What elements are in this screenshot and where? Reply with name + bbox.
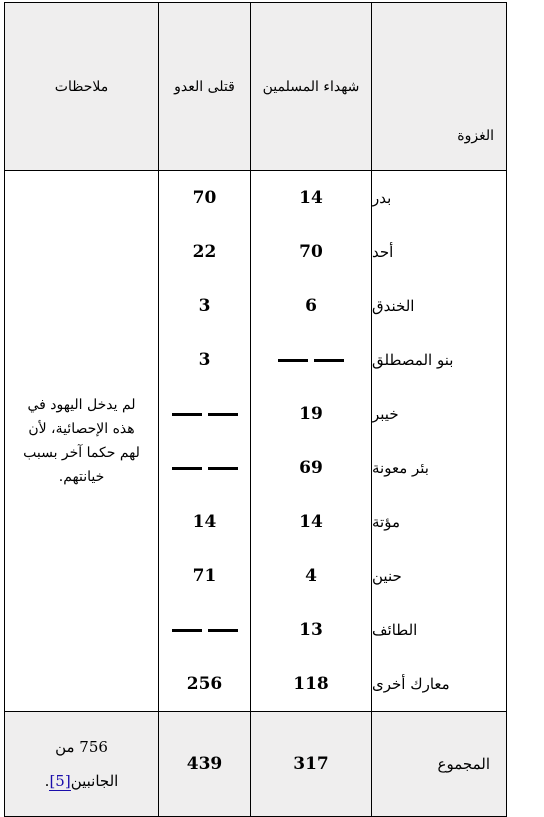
enemy-value <box>159 604 250 656</box>
total-notes-line2 <box>5 764 158 798</box>
battle-name: بئر معونة <box>372 459 429 477</box>
header-notes: ملاحظات <box>5 3 159 171</box>
battle-name: مؤتة <box>372 513 401 531</box>
enemy-value: 256 <box>186 674 223 694</box>
header-battle: الغزوة <box>372 3 507 171</box>
martyrs-value: 70 <box>299 242 323 262</box>
battle-name: أحد <box>372 243 394 261</box>
total-notes <box>5 712 159 817</box>
total-notes-end: . <box>44 772 50 790</box>
enemy-value: 3 <box>198 350 211 370</box>
battle-name: معارك أخرى <box>372 675 450 693</box>
body-row <box>5 171 507 712</box>
notes-cell: لم يدخل اليهود في هذه الإحصائية، لأن لهم حكما آخر بسبب خيانتهم. <box>5 171 159 712</box>
martyrs-column <box>251 171 372 712</box>
total-row <box>5 712 507 817</box>
battle-name: الخندق <box>372 297 415 315</box>
enemy-column <box>159 171 251 712</box>
martyrs-value: 19 <box>299 404 323 424</box>
total-martyrs: 317 <box>251 712 372 817</box>
total-notes-line1: 756 من <box>55 738 108 756</box>
enemy-value: 22 <box>192 242 217 262</box>
enemy-value: 14 <box>192 512 217 532</box>
enemy-value <box>159 388 250 440</box>
enemy-value: 70 <box>192 188 217 208</box>
enemy-value: 71 <box>192 566 217 586</box>
total-label: المجموع <box>372 712 507 817</box>
dash-mark <box>278 359 344 362</box>
martyrs-value: 14 <box>299 188 323 208</box>
header-row <box>5 3 507 171</box>
battle-column <box>372 171 507 712</box>
dash-mark <box>172 467 238 470</box>
martyrs-value: 14 <box>299 512 323 532</box>
total-notes-sides: الجانبين <box>70 772 119 790</box>
martyrs-value: 13 <box>299 620 323 640</box>
martyrs-value <box>251 334 371 386</box>
martyrs-value: 69 <box>299 458 323 478</box>
reference-link[interactable]: [5] <box>49 772 71 790</box>
dash-mark <box>172 413 238 416</box>
martyrs-value: 6 <box>305 296 317 316</box>
battle-name: خيبر <box>372 405 399 423</box>
battle-name: الطائف <box>372 621 418 639</box>
total-enemy: 439 <box>159 712 251 817</box>
enemy-value <box>159 442 250 494</box>
battle-name: حنين <box>372 567 402 585</box>
enemy-value: 3 <box>198 296 211 316</box>
header-enemy: قتلى العدو <box>159 3 251 171</box>
martyrs-value: 4 <box>305 566 317 586</box>
dash-mark <box>172 629 238 632</box>
battle-name: بنو المصطلق <box>372 351 454 369</box>
battle-statistics-table <box>4 2 507 817</box>
battle-name: بدر <box>372 189 392 207</box>
header-martyrs: شهداء المسلمين <box>251 3 372 171</box>
martyrs-value: 118 <box>293 674 329 694</box>
